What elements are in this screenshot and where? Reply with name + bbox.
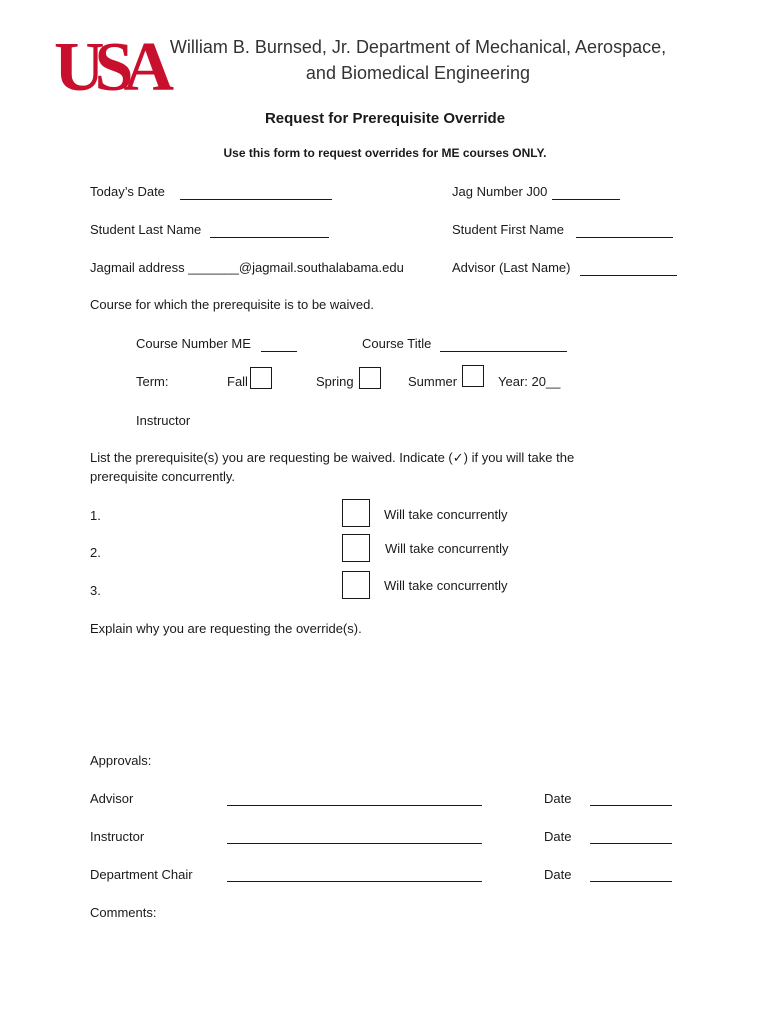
explain-label: Explain why you are requesting the override(s). (90, 621, 362, 636)
summer-label: Summer (408, 374, 458, 389)
department-name-line2: and Biomedical Engineering (305, 63, 531, 83)
approvals-heading: Approvals: (90, 753, 152, 768)
approval-advisor-label: Advisor (90, 791, 134, 806)
prereq-number-3: 3. (90, 583, 101, 598)
approval-instructor-date-label: Date (544, 829, 572, 844)
todays-date-line[interactable] (180, 198, 332, 200)
course-title-label: Course Title (362, 336, 432, 351)
fall-checkbox[interactable] (250, 367, 272, 389)
approval-chair-date-label: Date (544, 867, 572, 882)
student-last-name-line[interactable] (210, 236, 329, 238)
comments-label: Comments: (90, 905, 157, 920)
year-field[interactable]: Year: 20__ (498, 374, 561, 389)
prereq-3-concurrent-checkbox[interactable] (342, 571, 370, 599)
jagmail-address-field[interactable]: Jagmail address _______@jagmail.southalabama.edu (90, 260, 404, 275)
form-subtitle: Use this form to request overrides for ME courses ONLY. (223, 146, 547, 160)
prereq-1-concurrent-checkbox[interactable] (342, 499, 370, 527)
spring-checkbox[interactable] (359, 367, 381, 389)
approval-advisor-date-line[interactable] (590, 804, 672, 806)
prereq-2-concurrent-label: Will take concurrently (385, 541, 509, 556)
form-title: Request for Prerequisite Override (264, 110, 506, 127)
approval-instructor-date-line[interactable] (590, 842, 672, 844)
course-number-label: Course Number ME (136, 336, 251, 351)
student-last-name-label: Student Last Name (90, 222, 202, 237)
advisor-last-name-label: Advisor (Last Name) (452, 260, 571, 275)
jag-number-label: Jag Number J00 (452, 184, 548, 199)
approval-chair-date-line[interactable] (590, 880, 672, 882)
instructor-label: Instructor (136, 413, 191, 428)
course-number-line[interactable] (261, 350, 297, 352)
logo-text: USA (54, 29, 165, 106)
prereq-3-concurrent-label: Will take concurrently (384, 578, 508, 593)
student-first-name-line[interactable] (576, 236, 673, 238)
summer-checkbox[interactable] (462, 365, 484, 387)
student-first-name-label: Student First Name (452, 222, 564, 237)
prereq-1-concurrent-label: Will take concurrently (384, 507, 508, 522)
approval-instructor-signature-line[interactable] (227, 842, 482, 844)
approval-advisor-signature-line[interactable] (227, 804, 482, 806)
term-label: Term: (136, 374, 169, 389)
fall-label: Fall (227, 374, 248, 389)
prereq-instructions-line1: List the prerequisite(s) you are requesting be waived. Indicate (✓) if you will take the (90, 450, 575, 465)
approval-instructor-label: Instructor (90, 829, 145, 844)
course-title-line[interactable] (440, 350, 567, 352)
prereq-2-concurrent-checkbox[interactable] (342, 534, 370, 562)
jag-number-line[interactable] (552, 198, 620, 200)
spring-label: Spring (316, 374, 354, 389)
approval-chair-label: Department Chair (90, 867, 193, 882)
prereq-number-1: 1. (90, 508, 101, 523)
todays-date-label: Today’s Date (90, 184, 165, 199)
course-intro: Course for which the prerequisite is to be waived. (90, 297, 374, 312)
approval-chair-signature-line[interactable] (227, 880, 482, 882)
department-name-line1: William B. Burnsed, Jr. Department of Mechanical, Aerospace, (169, 37, 667, 57)
prereq-number-2: 2. (90, 545, 101, 560)
advisor-last-name-line[interactable] (580, 274, 677, 276)
prereq-instructions-line2: prerequisite concurrently. (90, 469, 235, 484)
approval-advisor-date-label: Date (544, 791, 572, 806)
